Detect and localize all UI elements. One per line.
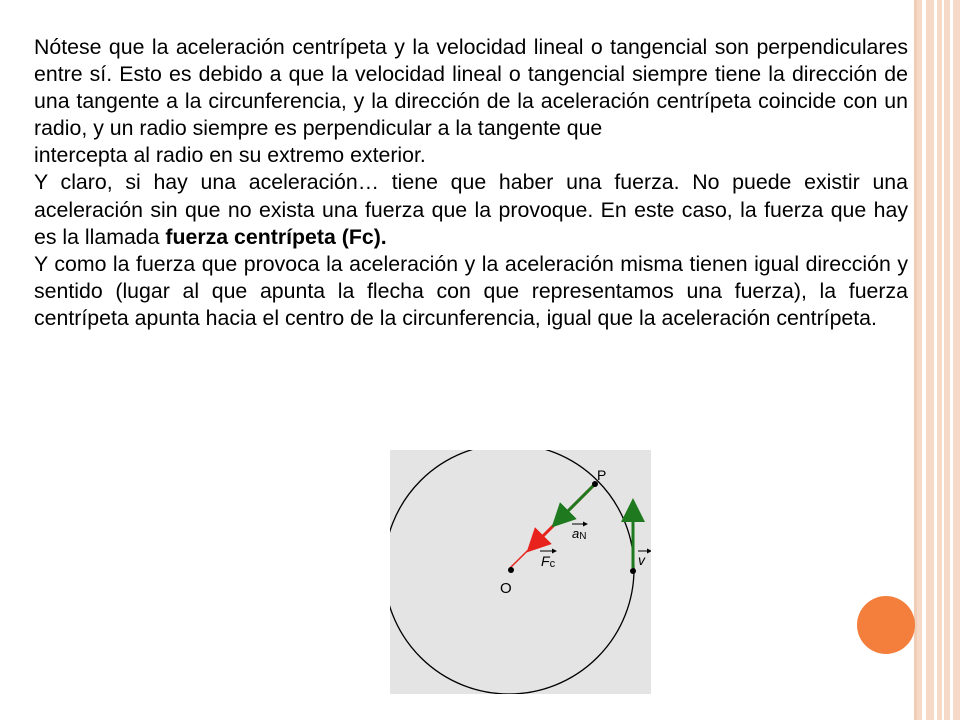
paragraph-3: Y como la fuerza que provoca la aceleración y la aceleración misma tienen igual dirección y sentido (lugar al que apunta la flecha con que representamos una fuerza), la fuerza centrípeta apunta hacia el centro de la circunferencia, igual que la aceleración centrípeta. xyxy=(34,251,908,330)
paragraph-2 xyxy=(34,169,908,250)
velocity-point-dot xyxy=(630,568,636,574)
point-o-dot xyxy=(508,567,514,573)
paragraph-1: Nótese que la aceleración centrípeta y la velocidad lineal o tangencial son perpendiculares entre sí. Esto es debido a que la velocidad lineal o tangencial siempre tiene la dirección de una tangente a la circunferencia, y la dirección de la aceleración centrípeta coincide con un radio, y un radio siempre es perpendicular a la tangente que xyxy=(34,35,908,141)
force-label: Fc xyxy=(541,553,556,570)
paragraph-1-tail: intercepta al radio en su extremo exterior. xyxy=(34,143,426,168)
circular-motion-diagram xyxy=(390,450,651,694)
diagram-background xyxy=(390,450,651,694)
velocity-label: v xyxy=(638,552,645,568)
paragraph-2-bold-term: fuerza centrípeta (Fc). xyxy=(165,224,387,249)
accel-label: aN xyxy=(572,526,587,542)
paragraph-2-text: Y claro, si hay una aceleración… tiene que haber una fuerza. No puede existir una aceleración sin que no exista una fuerza que la provoque. En este caso, la fuerza que hay es la llamada xyxy=(34,170,908,249)
decorative-orange-circle xyxy=(857,596,915,654)
body-text xyxy=(34,34,908,332)
label-o: O xyxy=(500,580,512,597)
decorative-side-stripes xyxy=(914,0,960,720)
label-p: P xyxy=(597,467,607,483)
